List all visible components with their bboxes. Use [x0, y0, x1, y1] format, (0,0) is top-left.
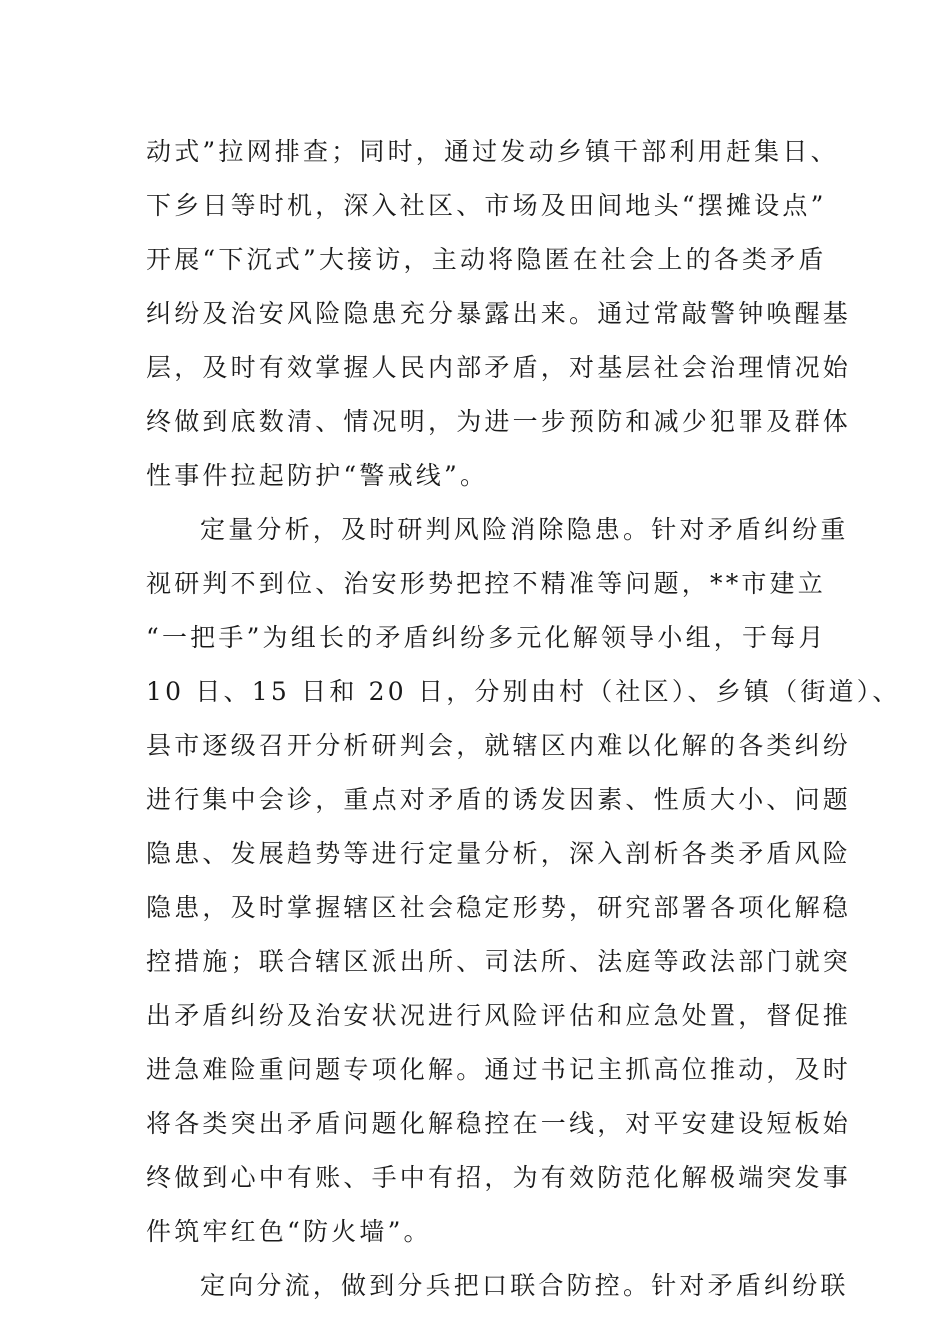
- text-line: 10 日、15 日和 20 日，分别由村（社区）、乡镇（街道）、: [146, 677, 901, 706]
- text-line: 出矛盾纠纷及治安状况进行风险评估和应急处置，督促推: [146, 1001, 852, 1030]
- body-text: [146, 125, 901, 1313]
- text-line: 下乡日等时机，深入社区、市场及田间地头“摆摊设点”: [146, 191, 827, 220]
- paragraph-heading-line: 定向分流，做到分兵把口联合防控。针对矛盾纠纷联: [200, 1271, 849, 1300]
- text-line: 视研判不到位、治安形势把控不精准等问题，**市建立: [146, 569, 827, 598]
- text-line: 隐患，及时掌握辖区社会稳定形势，研究部署各项化解稳: [146, 893, 852, 922]
- text-line: 开展“下沉式”大接访，主动将隐匿在社会上的各类矛盾: [146, 245, 827, 274]
- text-line: 将各类突出矛盾问题化解稳控在一线，对平安建设短板始: [146, 1109, 852, 1138]
- text-line: 县市逐级召开分析研判会，就辖区内难以化解的各类纠纷: [146, 731, 852, 760]
- text-line: 纠纷及治安风险隐患充分暴露出来。通过常敲警钟唤醒基: [146, 299, 852, 328]
- text-line: 终做到心中有账、手中有招，为有效防范化解极端突发事: [146, 1163, 852, 1192]
- text-line: “一把手”为组长的矛盾纠纷多元化解领导小组，于每月: [146, 623, 827, 652]
- text-line: 动式”拉网排查；同时，通过发动乡镇干部利用赶集日、: [146, 137, 839, 166]
- text-line: 性事件拉起防护“警戒线”。: [146, 461, 489, 490]
- text-line: 终做到底数清、情况明，为进一步预防和减少犯罪及群体: [146, 407, 852, 436]
- text-line: 进行集中会诊，重点对矛盾的诱发因素、性质大小、问题: [146, 785, 852, 814]
- text-line: 层，及时有效掌握人民内部矛盾，对基层社会治理情况始: [146, 353, 852, 382]
- text-line: 控措施；联合辖区派出所、司法所、法庭等政法部门就突: [146, 947, 852, 976]
- paragraph-heading-line: 定量分析，及时研判风险消除隐患。针对矛盾纠纷重: [200, 515, 849, 544]
- text-line: 进急难险重问题专项化解。通过书记主抓高位推动，及时: [146, 1055, 852, 1084]
- text-line: 件筑牢红色“防火墙”。: [146, 1217, 432, 1246]
- text-line: 隐患、发展趋势等进行定量分析，深入剖析各类矛盾风险: [146, 839, 852, 868]
